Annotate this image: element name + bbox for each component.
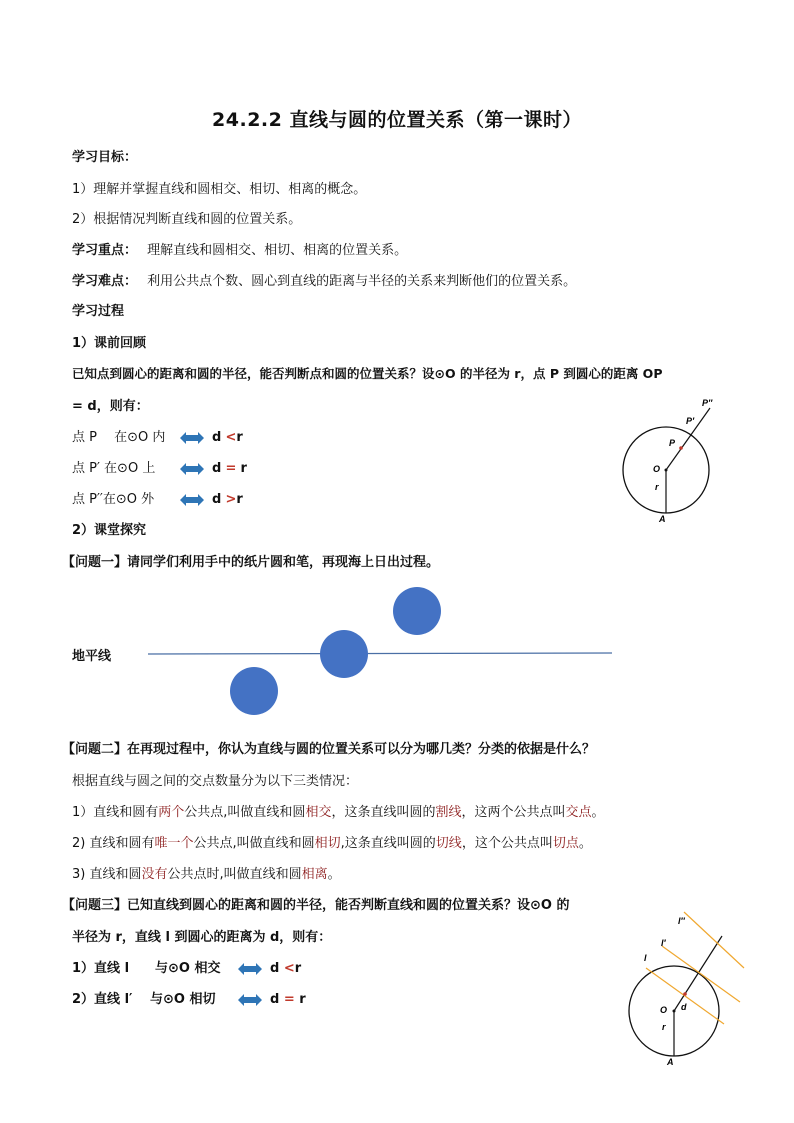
question-two-text: 在再现过程中，你认为直线与圆的位置关系可以分为哪几类？分类的依据是什么？ — [127, 742, 596, 757]
question-one-tag: 【问题一】 — [62, 555, 128, 570]
label-r: r — [662, 1022, 666, 1032]
row-r: r — [236, 430, 243, 445]
distance-line — [674, 936, 722, 1011]
row-condition: 2）直线 l′ 与⊙O 相切 — [72, 992, 216, 1007]
row-condition: 1）直线 l 与⊙O 相交 — [72, 961, 221, 976]
review-question-cont: = d，则有： — [72, 399, 149, 414]
label-l2: l″ — [678, 916, 685, 926]
row-r: r — [236, 492, 243, 507]
label-o: O — [653, 464, 661, 474]
row-d: d — [212, 461, 222, 476]
line-row — [72, 988, 306, 1007]
question-three-text: 已知直线到圆心的距离和圆的半径，能否判断直线和圆的位置关系？设⊙O 的 — [127, 898, 570, 913]
row-r: r — [240, 461, 247, 476]
label-p1: P′ — [686, 416, 695, 426]
center-point — [665, 469, 668, 472]
key-point-text: 理解直线和圆相交、相切、相离的位置关系。 — [147, 243, 408, 258]
row-condition: 点 P′ 在⊙O 上 — [72, 461, 156, 476]
objective-item: 1）理解并掌握直线和圆相交、相切、相离的概念。 — [72, 182, 367, 197]
label-r: r — [655, 482, 659, 492]
key-point — [72, 239, 407, 258]
row-d: d — [270, 992, 280, 1007]
sunrise-figure — [0, 580, 794, 720]
sun-circle-tangent — [320, 630, 368, 678]
review-row — [72, 488, 243, 507]
question-two-tag: 【问题二】 — [62, 742, 128, 757]
case-tangent: 2) 直线和圆有唯一个公共点,叫做直线和圆相切,这条直线叫圆的切线，这个公共点叫切点。 — [72, 836, 592, 851]
label-l: l — [644, 953, 647, 963]
label-d: d — [681, 1002, 687, 1012]
row-operator: = — [225, 461, 237, 476]
row-operator: < — [225, 430, 237, 445]
line-circle-figure — [620, 908, 760, 1068]
difficulty — [72, 270, 576, 289]
classification-intro: 根据直线与圆之间的交点数量分为以下三类情况： — [72, 774, 359, 789]
label-p2: P″ — [702, 398, 713, 408]
question-one — [62, 551, 439, 570]
question-one-text: 请同学们利用手中的纸片圆和笔，再现海上日出过程。 — [127, 555, 440, 570]
row-d: d — [212, 492, 222, 507]
case-separate: 3) 直线和圆没有公共点时,叫做直线和圆相离。 — [72, 867, 341, 882]
question-two — [62, 738, 595, 757]
line-l2 — [684, 912, 744, 968]
objectives-heading: 学习目标： — [72, 150, 138, 165]
case-intersect: 1）直线和圆有两个公共点,叫做直线和圆相交，这条直线叫圆的割线，这两个公共点叫交点。 — [72, 805, 605, 820]
line-row — [72, 957, 301, 976]
label-o: O — [660, 1005, 668, 1015]
label-a: A — [667, 1057, 674, 1067]
review-row — [72, 457, 247, 476]
label-p: P — [669, 438, 676, 448]
question-three-tag: 【问题三】 — [62, 898, 128, 913]
key-point-label: 学习重点： — [72, 243, 138, 258]
row-operator: = — [283, 992, 295, 1007]
difficulty-text: 利用公共点个数、圆心到直线的距离与半径的关系来判断他们的位置关系。 — [147, 274, 577, 289]
double-arrow-icon — [180, 494, 204, 506]
double-arrow-icon — [180, 432, 204, 444]
center-point — [673, 1010, 676, 1013]
question-three — [62, 894, 570, 913]
label-a: A — [659, 514, 666, 524]
row-r: r — [294, 961, 302, 976]
double-arrow-icon — [180, 463, 204, 475]
point-circle-figure — [610, 392, 720, 522]
line-l1 — [662, 946, 740, 1002]
sun-circle-above — [393, 587, 441, 635]
horizon-label: 地平线 — [72, 649, 112, 664]
objective-item: 2）根据情况判断直线和圆的位置关系。 — [72, 212, 302, 227]
row-d: d — [212, 430, 222, 445]
explore-heading: 2）课堂探究 — [72, 523, 147, 538]
label-l1: l′ — [661, 938, 666, 948]
line-l — [646, 968, 724, 1024]
double-arrow-icon — [238, 963, 262, 975]
point-p — [679, 446, 683, 450]
page-title: 24.2.2 直线与圆的位置关系（第一课时） — [212, 109, 582, 131]
row-operator: < — [283, 961, 295, 976]
double-arrow-icon — [238, 994, 262, 1006]
row-operator: > — [225, 492, 237, 507]
horizon-line — [148, 653, 612, 654]
row-condition: 点 P′′在⊙O 外 — [72, 492, 155, 507]
sun-circle-below — [230, 667, 278, 715]
process-heading: 学习过程 — [72, 304, 125, 319]
foot-point — [683, 992, 687, 996]
review-question: 已知点到圆心的距离和圆的半径，能否判断点和圆的位置关系？设⊙O 的半径为 r，点 P 到圆心的距离 OP — [72, 366, 663, 381]
question-three-cont: 半径为 r，直线 l 到圆心的距离为 d，则有： — [72, 930, 332, 945]
review-heading: 1）课前回顾 — [72, 336, 147, 351]
row-r: r — [299, 992, 306, 1007]
row-d: d — [270, 961, 280, 976]
difficulty-label: 学习难点： — [72, 274, 138, 289]
review-row — [72, 426, 243, 445]
row-condition: 点 P 在⊙O 内 — [72, 430, 166, 445]
